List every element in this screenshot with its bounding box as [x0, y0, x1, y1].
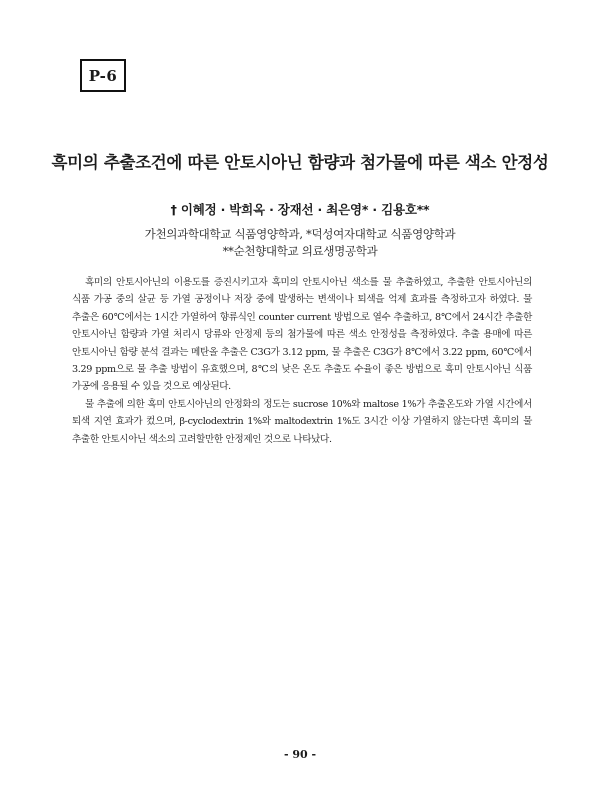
poster-code-box: P-6: [80, 59, 126, 92]
paper-title: 흑미의 추출조건에 따른 안토시아닌 함량과 첨가물에 따른 색소 안정성: [51, 153, 549, 172]
affiliation-line-1: 가천의과학대학교 식품영양학과, *덕성여자대학교 식품영양학과: [144, 227, 456, 241]
abstract-paragraph-2: 물 추출에 의한 흑미 안토시아닌의 안정화의 정도는 sucrose 10%와 maltose 1%가 추출온도와 가열 시간에서 퇴색 지연 효과가 컸으며, β-cyclodextrin 1%와 maltodextrin 1%도 3시간 이상 가열하지 않는다면 흑미의 물 추출한 안토시아닌 색소의 고려할만한 안정제인 것으로 나타났다.: [72, 398, 532, 445]
page-number: - 90 -: [283, 748, 317, 761]
abstract: [72, 274, 532, 448]
abstract-paragraph-1: 흑미의 안토시아닌의 이용도를 증진시키고자 흑미의 안토시아닌 색소를 물 추출하였고, 추출한 안토시아닌의 식품 가공 중의 살균 등 가열 공정이나 저장 중에 발생하는 변색이나 퇴색을 억제 효과를 측정하고자 하였다. 물 추출은 60℃에서는 1시간 가열하여 향류식인 counter current 방법으로 열수 추출하고, 8℃에서 24시간 추출한 안토시아닌 함량과 가열 처리시 당류와 안정제 등의 첨가물에 따른 색소 안정성을 측정하였다. 추출 용매에 따른 안토시아닌 함량 분석 결과는 메탄올 추출은 C3G가 3.12 ppm, 물 추출은 C3G가 8℃에서 3.22 ppm, 60℃에서 3.29 ppm으로 물 추출 방법이 유효했으며, 8℃의 낮은 온도 추출도 수율이 좋은 방법으로 흑미 안토시아닌 식품 가공에 응용될 수 있을 것으로 예상된다.: [72, 277, 532, 393]
affiliation-line-2: **순천향대학교 의료생명공학과: [222, 244, 378, 258]
author-list: † 이혜정 · 박희옥 · 장재선 · 최은영* · 김용호**: [170, 202, 430, 217]
